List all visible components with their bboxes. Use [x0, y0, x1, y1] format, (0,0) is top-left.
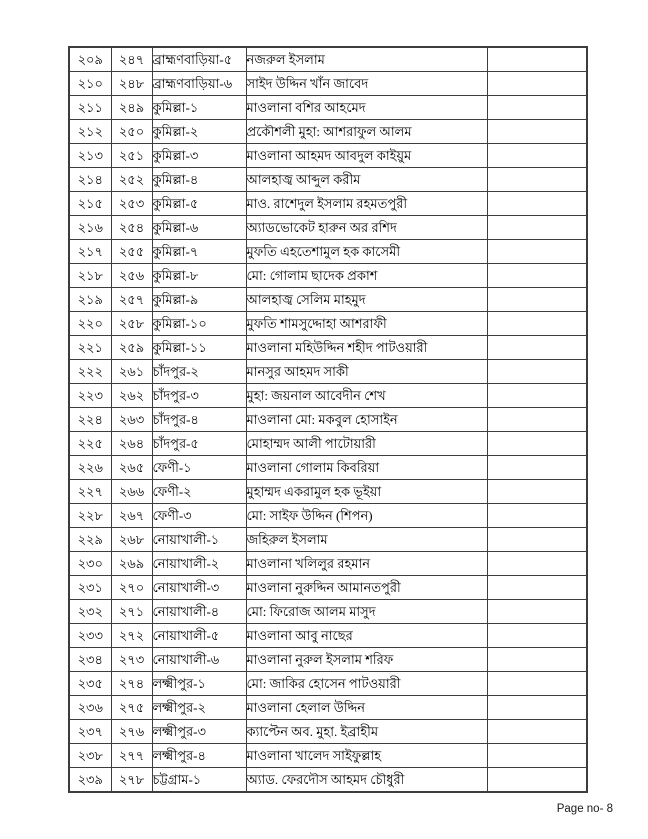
serial-cell: ২৩৬ [69, 696, 111, 720]
table-row [69, 288, 587, 312]
candidate-name-cell: মাও. রাশেদুল ইসলাম রহমতপুরী [246, 192, 487, 216]
candidate-name-cell: জহিরুল ইসলাম [246, 528, 487, 552]
constituency-cell: নোয়াখালী-৬ [152, 648, 246, 672]
table-row [69, 504, 587, 528]
constituency-cell: লক্ষ্মীপুর-১ [152, 672, 246, 696]
table-row [69, 144, 587, 168]
serial-cell: ২১৭ [69, 240, 111, 264]
table-row [69, 480, 587, 504]
candidate-name-cell: অ্যাড. ফেরদৌস আহমদ চৌধুরী [246, 768, 487, 793]
serial-cell: ২২৯ [69, 528, 111, 552]
blank-cell [487, 72, 587, 96]
table-row [69, 360, 587, 384]
page-number-label: Page no- 8 [556, 803, 613, 815]
seat-number-cell: ২৪৯ [111, 96, 152, 120]
candidate-name-cell: আলহাজ্ব সেলিম মাহমুদ [246, 288, 487, 312]
blank-cell [487, 312, 587, 336]
constituency-cell: চাঁদপুর-৫ [152, 432, 246, 456]
seat-number-cell: ২৫৭ [111, 288, 152, 312]
blank-cell [487, 408, 587, 432]
blank-cell [487, 336, 587, 360]
constituency-cell: ব্রাহ্মণবাড়িয়া-৬ [152, 72, 246, 96]
candidate-name-cell: প্রকৌশলী মুহা: আশরাফুল আলম [246, 120, 487, 144]
serial-cell: ২১০ [69, 72, 111, 96]
blank-cell [487, 576, 587, 600]
table-row [69, 408, 587, 432]
constituency-cell: কুমিল্লা-১১ [152, 336, 246, 360]
constituency-cell: নোয়াখালী-৫ [152, 624, 246, 648]
serial-cell: ২২৪ [69, 408, 111, 432]
table-row [69, 624, 587, 648]
blank-cell [487, 168, 587, 192]
candidate-name-cell: মো: জাকির হোসেন পাটওয়ারী [246, 672, 487, 696]
serial-cell: ২২২ [69, 360, 111, 384]
candidate-name-cell: মো: সাইফ উদ্দিন (শিপন) [246, 504, 487, 528]
table-row [69, 312, 587, 336]
serial-cell: ২২৩ [69, 384, 111, 408]
serial-cell: ২২০ [69, 312, 111, 336]
seat-number-cell: ২৬৭ [111, 504, 152, 528]
candidate-name-cell: মাওলানা হেলাল উদ্দিন [246, 696, 487, 720]
serial-cell: ২০৯ [69, 47, 111, 72]
candidate-name-cell: আলহাজ্ব আব্দুল করীম [246, 168, 487, 192]
blank-cell [487, 456, 587, 480]
candidate-name-cell: নজরুল ইসলাম [246, 47, 487, 72]
seat-number-cell: ২৭৭ [111, 744, 152, 768]
candidate-name-cell: মোহাম্মদ আলী পাটোয়ারী [246, 432, 487, 456]
blank-cell [487, 528, 587, 552]
seat-number-cell: ২৫১ [111, 144, 152, 168]
constituency-cell: লক্ষ্মীপুর-৩ [152, 720, 246, 744]
table-row [69, 576, 587, 600]
serial-cell: ২৩৮ [69, 744, 111, 768]
constituency-cell: কুমিল্লা-৯ [152, 288, 246, 312]
seat-number-cell: ২৬৪ [111, 432, 152, 456]
serial-cell: ২৩২ [69, 600, 111, 624]
table-row [69, 240, 587, 264]
seat-number-cell: ২৬৮ [111, 528, 152, 552]
constituency-cell: কুমিল্লা-৫ [152, 192, 246, 216]
serial-cell: ২১৪ [69, 168, 111, 192]
serial-cell: ২১৬ [69, 216, 111, 240]
table-row [69, 600, 587, 624]
seat-number-cell: ২৭৫ [111, 696, 152, 720]
blank-cell [487, 288, 587, 312]
seat-number-cell: ২৫৩ [111, 192, 152, 216]
constituency-cell: কুমিল্লা-২ [152, 120, 246, 144]
seat-number-cell: ২৭৩ [111, 648, 152, 672]
constituency-cell: কুমিল্লা-১০ [152, 312, 246, 336]
serial-cell: ২৩৭ [69, 720, 111, 744]
candidate-name-cell: মাওলানা মো: মকবুল হোসাইন [246, 408, 487, 432]
blank-cell [487, 432, 587, 456]
serial-cell: ২২৮ [69, 504, 111, 528]
seat-number-cell: ২৫৮ [111, 312, 152, 336]
table-row [69, 552, 587, 576]
seat-number-cell: ২৭৪ [111, 672, 152, 696]
blank-cell [487, 96, 587, 120]
candidate-name-cell: মুফতি এহতেশামুল হক কাসেমী [246, 240, 487, 264]
serial-cell: ২১৯ [69, 288, 111, 312]
candidate-name-cell: মাওলানা আবু নাছের [246, 624, 487, 648]
constituency-cell: নোয়াখালী-২ [152, 552, 246, 576]
candidate-name-cell: মো: ফিরোজ আলম মাসুদ [246, 600, 487, 624]
table-row [69, 72, 587, 96]
candidate-roster-table [68, 46, 588, 793]
blank-cell [487, 552, 587, 576]
blank-cell [487, 240, 587, 264]
constituency-cell: লক্ষ্মীপুর-৪ [152, 744, 246, 768]
seat-number-cell: ২৬৩ [111, 408, 152, 432]
table-row [69, 336, 587, 360]
blank-cell [487, 648, 587, 672]
seat-number-cell: ২৭১ [111, 600, 152, 624]
serial-cell: ২১৩ [69, 144, 111, 168]
seat-number-cell: ২৬১ [111, 360, 152, 384]
constituency-cell: কুমিল্লা-৭ [152, 240, 246, 264]
constituency-cell: ফেণী-৩ [152, 504, 246, 528]
seat-number-cell: ২৫২ [111, 168, 152, 192]
candidate-name-cell: মুহা: জয়নাল আবেদীন শেখ [246, 384, 487, 408]
blank-cell [487, 120, 587, 144]
table-row [69, 264, 587, 288]
blank-cell [487, 600, 587, 624]
blank-cell [487, 480, 587, 504]
seat-number-cell: ২৫৬ [111, 264, 152, 288]
serial-cell: ২১২ [69, 120, 111, 144]
table-row [69, 384, 587, 408]
constituency-cell: চট্টগ্রাম-১ [152, 768, 246, 793]
blank-cell [487, 384, 587, 408]
constituency-cell: নোয়াখালী-৩ [152, 576, 246, 600]
constituency-cell: কুমিল্লা-৪ [152, 168, 246, 192]
seat-number-cell: ২৫৯ [111, 336, 152, 360]
blank-cell [487, 696, 587, 720]
seat-number-cell: ২৭২ [111, 624, 152, 648]
blank-cell [487, 672, 587, 696]
seat-number-cell: ২৭৬ [111, 720, 152, 744]
table-row [69, 744, 587, 768]
constituency-cell: কুমিল্লা-৮ [152, 264, 246, 288]
candidate-name-cell: মো: গোলাম ছাদেক প্রকাশ [246, 264, 487, 288]
constituency-cell: কুমিল্লা-১ [152, 96, 246, 120]
constituency-cell: নোয়াখালী-৪ [152, 600, 246, 624]
serial-cell: ২২৫ [69, 432, 111, 456]
table-row [69, 47, 587, 72]
table-row [69, 168, 587, 192]
blank-cell [487, 744, 587, 768]
seat-number-cell: ২৬৬ [111, 480, 152, 504]
table-row [69, 672, 587, 696]
constituency-cell: ফেণী-১ [152, 456, 246, 480]
table-row [69, 96, 587, 120]
seat-number-cell: ২৬২ [111, 384, 152, 408]
candidate-name-cell: মুহাম্মদ একরামুল হক ভূইয়া [246, 480, 487, 504]
seat-number-cell: ২৫০ [111, 120, 152, 144]
seat-number-cell: ২৭০ [111, 576, 152, 600]
constituency-cell: লক্ষ্মীপুর-২ [152, 696, 246, 720]
table-row [69, 528, 587, 552]
constituency-cell: চাঁদপুর-২ [152, 360, 246, 384]
serial-cell: ২৩১ [69, 576, 111, 600]
blank-cell [487, 216, 587, 240]
table-row [69, 648, 587, 672]
blank-cell [487, 144, 587, 168]
serial-cell: ২১৮ [69, 264, 111, 288]
candidate-name-cell: মাওলানা মহিউদ্দিন শহীদ পাটওয়ারী [246, 336, 487, 360]
candidate-name-cell: মাওলানা খালেদ সাইফুল্লাহ [246, 744, 487, 768]
seat-number-cell: ২৬৫ [111, 456, 152, 480]
serial-cell: ২৩৫ [69, 672, 111, 696]
candidate-name-cell: মুফতি শামসুদ্দোহা আশরাফী [246, 312, 487, 336]
table-row [69, 216, 587, 240]
candidate-name-cell: সাইদ উদ্দিন খাঁন জাবেদ [246, 72, 487, 96]
constituency-cell: নোয়াখালী-১ [152, 528, 246, 552]
serial-cell: ২১৫ [69, 192, 111, 216]
constituency-cell: ফেণী-২ [152, 480, 246, 504]
serial-cell: ২৩০ [69, 552, 111, 576]
blank-cell [487, 192, 587, 216]
candidate-name-cell: মাওলানা আহমদ আবদুল কাইয়ুম [246, 144, 487, 168]
serial-cell: ২২১ [69, 336, 111, 360]
candidate-name-cell: মাওলানা নুরুল ইসলাম শরিফ [246, 648, 487, 672]
serial-cell: ২৩৯ [69, 768, 111, 793]
seat-number-cell: ২৪৭ [111, 47, 152, 72]
table-row [69, 120, 587, 144]
blank-cell [487, 264, 587, 288]
seat-number-cell: ২৫৫ [111, 240, 152, 264]
blank-cell [487, 360, 587, 384]
candidate-name-cell: মাওলানা গোলাম কিবরিয়া [246, 456, 487, 480]
candidate-name-cell: অ্যাডভোকেট হারুন অর রশিদ [246, 216, 487, 240]
serial-cell: ২২৭ [69, 480, 111, 504]
candidate-name-cell: ক্যাপ্টেন অব. মুহা. ইব্রাহীম [246, 720, 487, 744]
table-row [69, 432, 587, 456]
candidate-name-cell: মানসুর আহমদ সাকী [246, 360, 487, 384]
blank-cell [487, 47, 587, 72]
seat-number-cell: ২৪৮ [111, 72, 152, 96]
candidate-name-cell: মাওলানা বশির আহমেদ [246, 96, 487, 120]
blank-cell [487, 720, 587, 744]
constituency-cell: কুমিল্লা-৩ [152, 144, 246, 168]
seat-number-cell: ২৬৯ [111, 552, 152, 576]
constituency-cell: কুমিল্লা-৬ [152, 216, 246, 240]
seat-number-cell: ২৭৮ [111, 768, 152, 793]
serial-cell: ২৩৪ [69, 648, 111, 672]
blank-cell [487, 504, 587, 528]
serial-cell: ২১১ [69, 96, 111, 120]
serial-cell: ২৩৩ [69, 624, 111, 648]
constituency-cell: ব্রাহ্মণবাড়িয়া-৫ [152, 47, 246, 72]
table-row [69, 192, 587, 216]
table-row [69, 456, 587, 480]
constituency-cell: চাঁদপুর-৪ [152, 408, 246, 432]
candidate-name-cell: মাওলানা নুরুদ্দিন আমানতপুরী [246, 576, 487, 600]
blank-cell [487, 624, 587, 648]
table-row [69, 696, 587, 720]
blank-cell [487, 768, 587, 793]
table-row [69, 720, 587, 744]
table-row [69, 768, 587, 793]
candidate-name-cell: মাওলানা খলিলুর রহমান [246, 552, 487, 576]
constituency-cell: চাঁদপুর-৩ [152, 384, 246, 408]
serial-cell: ২২৬ [69, 456, 111, 480]
roster-table-body [69, 47, 587, 792]
seat-number-cell: ২৫৪ [111, 216, 152, 240]
